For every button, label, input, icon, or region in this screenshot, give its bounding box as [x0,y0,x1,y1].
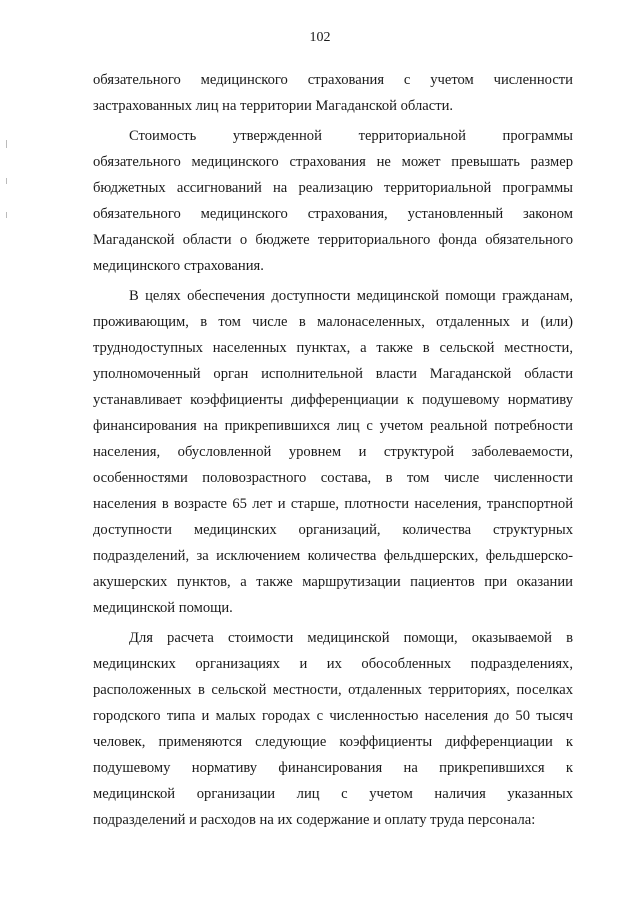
text-line: уполномоченный орган исполнительной власти Магаданской области [93,366,573,382]
text-line: медицинских организациях и их обособленных подразделениях, [93,656,573,672]
text-line: труднодоступных населенных пунктах, а также в сельской местности, [93,340,573,356]
text-line: Стоимость утвержденной территориальной программы [129,128,573,144]
scan-mark [6,178,7,184]
text-line: подушевому нормативу финансирования на прикрепившихся к [93,760,573,776]
text-line: Магаданской области о бюджете территориального фонда обязательного [93,232,573,248]
paragraph [93,283,573,621]
scan-mark [6,212,7,218]
text-line: медицинской помощи. [93,600,233,616]
text-line: населения, обусловленной уровнем и структурой заболеваемости, [93,444,573,460]
text-line: человек, применяются следующие коэффициенты дифференциации к [93,734,573,750]
text-line: застрахованных лиц на территории Магаданской области. [93,98,454,114]
document-body [93,67,573,837]
text-line: доступности медицинских организаций, количества структурных [93,522,573,538]
text-line: обязательного медицинского страхования с учетом численности [93,72,573,88]
text-line: подразделений, за исключением количества фельдшерских, фельдшерско- [93,548,573,564]
text-line: бюджетных ассигнований на реализацию территориальной программы [93,180,573,196]
text-line: медицинской организации лиц с учетом наличия указанных [93,786,573,802]
paragraph [93,123,573,279]
text-line: медицинского страхования. [93,258,264,274]
text-line: финансирования на прикрепившихся лиц с учетом реальной потребности [93,418,573,434]
text-line: обязательного медицинского страхования не может превышать размер [93,154,573,170]
text-line: городского типа и малых городах с численностью населения до 50 тысяч [93,708,573,724]
text-line: обязательного медицинского страхования, установленный законом [93,206,573,222]
scan-mark [6,140,7,148]
text-line: расположенных в сельской местности, отдаленных территориях, поселках [93,682,573,698]
paragraph [93,67,573,119]
text-line: особенностями половозрастного состава, в том числе численности [93,470,573,486]
text-line: проживающим, в том числе в малонаселенных, отдаленных и (или) [93,314,573,330]
text-line: подразделений и расходов на их содержание и оплату труда персонала: [93,812,536,828]
text-line: Для расчета стоимости медицинской помощи, оказываемой в [129,630,573,646]
text-line: акушерских пунктов, а также маршрутизации пациентов при оказании [93,574,573,590]
page-number: 102 [309,30,331,45]
paragraph [93,625,573,833]
text-line: В целях обеспечения доступности медицинской помощи гражданам, [129,288,573,304]
text-line: населения в возрасте 65 лет и старше, плотности населения, транспортной [93,496,573,512]
text-line: устанавливает коэффициенты дифференциации к подушевому нормативу [93,392,573,408]
